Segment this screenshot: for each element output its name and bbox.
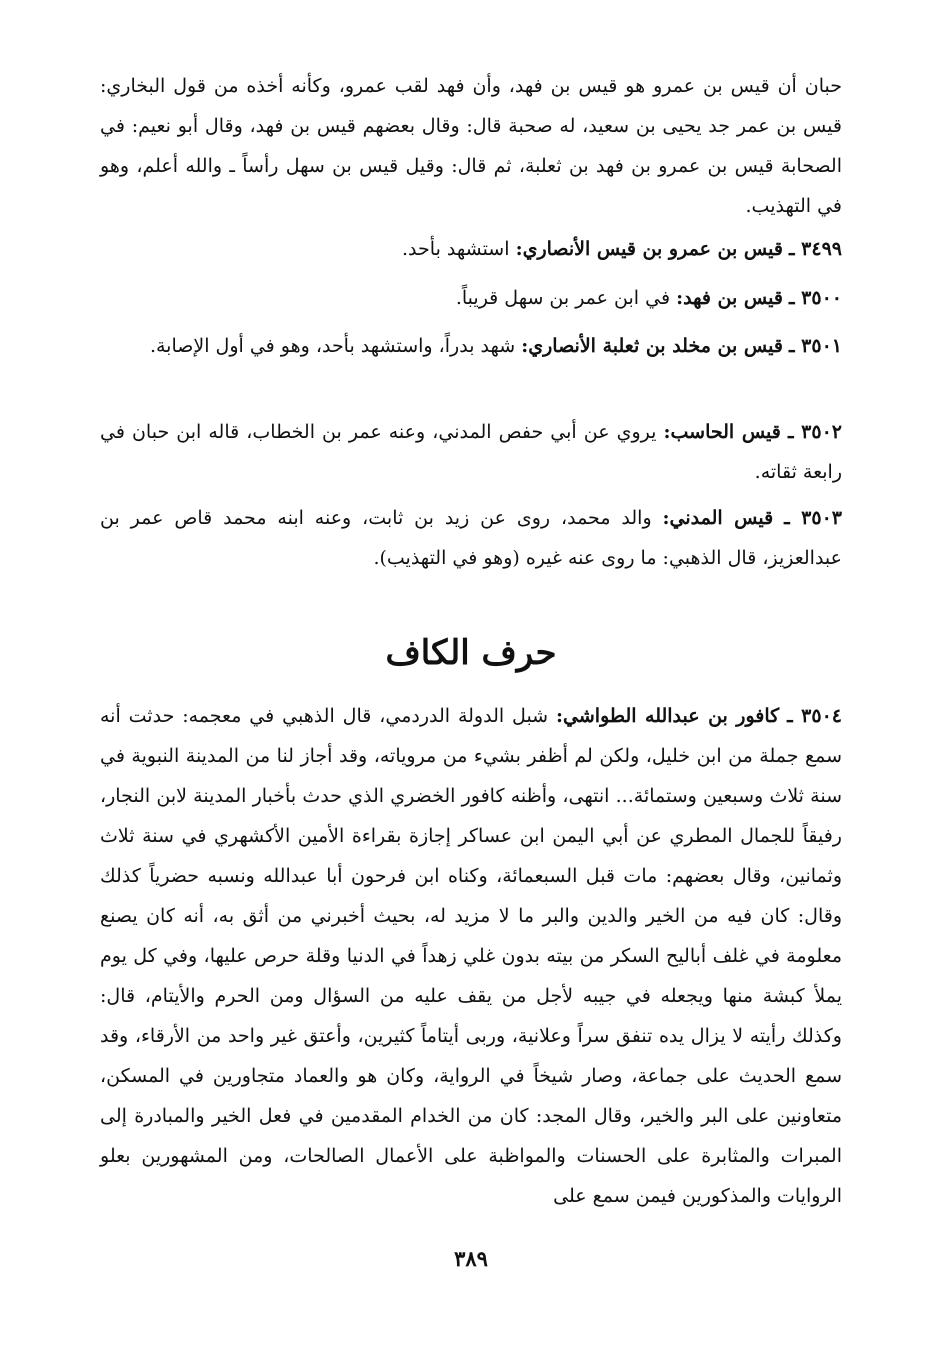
opening-paragraph-text: حبان أن قيس بن عمرو هو قيس بن فهد، وأن فهد لقب عمرو، وكأنه أخذه من قول البخاري: قيس بن عمر جد يحيى بن سعيد، له صحبة قال: وقال بعضهم قيس بن فهد، وقال أبو نعيم: في الصحابة قيس بن عمرو بن فهد بن ثعلبة، ثم قال: وقيل قيس بن سهل رأساً ـ والله أعلم، وهو في التهذيب. [100,75,842,217]
entry-name: كافور بن عبدالله الطواشي: [556,705,780,727]
page-number: ٣٨٩ [454,1246,488,1271]
entry-3501 [100,326,842,366]
entry-text: شهد بدراً، واستشهد بأحد، وهو في أول الإصابة. [149,335,516,357]
entry-3500 [100,278,842,318]
entry-name: قيس بن مخلد بن ثعلبة الأنصاري: [521,335,783,357]
section-heading: حرف الكاف [385,633,557,673]
entry-name: قيس الحاسب: [663,421,781,443]
entry-name: قيس بن عمرو بن قيس الأنصاري: [515,238,783,260]
opening-paragraph [100,66,842,226]
entry-number: ٣٥٠٠ ـ [788,287,842,309]
entry-text: استشهد بأحد. [402,238,510,260]
entry-text: يروي عن أبي حفص المدني، وعنه عمر بن الخطاب، قاله ابن حبان في رابعة ثقاته. [100,421,842,483]
entry-name: قيس بن فهد: [676,287,783,309]
entry-text: في ابن عمر بن سهل قريباً. [455,287,671,309]
entry-3504 [100,696,842,1216]
entry-name: قيس المدني: [662,507,774,529]
entry-3502 [100,412,842,492]
entry-3499 [100,229,842,269]
entry-number: ٣٥٠٣ ـ [784,507,842,529]
entry-number: ٣٤٩٩ ـ [788,238,842,260]
entry-number: ٣٥٠٢ ـ [787,421,842,443]
entry-3503 [100,498,842,578]
entry-number: ٣٥٠٤ ـ [787,705,842,727]
entry-text: والد محمد، روى عن زيد بن ثابت، وعنه ابنه محمد قاص عمر بن عبدالعزيز، قال الذهبي: ما روى عنه غيره (وهو في التهذيب). [100,507,842,569]
entry-number: ٣٥٠١ ـ [788,335,842,357]
entry-text: شبل الدولة الدردمي، قال الذهبي في معجمه: حدثت أنه سمع جملة من ابن خليل، ولكن لم أظفر بشيء من مروياته، وقد أجاز لنا من المدينة النبوية في سنة ثلاث وسبعين وستمائة... انتهى، وأظنه كافور الخضري الذي حدث بأخبار المدينة لابن النجار، رفيقاً للجمال المطري عن أبي اليمن ابن عساكر إجازة بقراءة الأمين الأكشهري في سنة ثلاث وثمانين، وقال بعضهم: مات قبل السبعمائة، وكناه ابن فرحون أبا عبدالله ونسبه حضرياً كذلك وقال: كان فيه من الخير والدين والبر ما لا مزيد له، بحيث أخبرني من أثق به، أنه كان يصنع معلومة في غلف أباليح السكر من بيته بدون غلي زهداً في الدنيا وقلة حرص عليها، وفي كل يوم يملأ كبشة منها ويجعله في جيبه لأجل من يقف عليه من السؤال ومن الحرم والأيتام، قال: وكذلك رأيته لا يزال يده تنفق سراً وعلانية، وربى أيتاماً كثيرين، وأعتق غير واحد من الأرقاء، وقد سمع الحديث على جماعة، وصار شيخاً في الرواية، وكان هو والعماد متجاورين في المسكن، متعاونين على البر والخير، وقال المجد: كان من الخدام المقدمين في فعل الخير والمبادرة إلى المبرات والمثابرة على الحسنات والمواظبة على الأعمال الصالحات، ومن المشهورين بعلو الروايات والمذكورين فيمن سمع على [100,705,842,1207]
